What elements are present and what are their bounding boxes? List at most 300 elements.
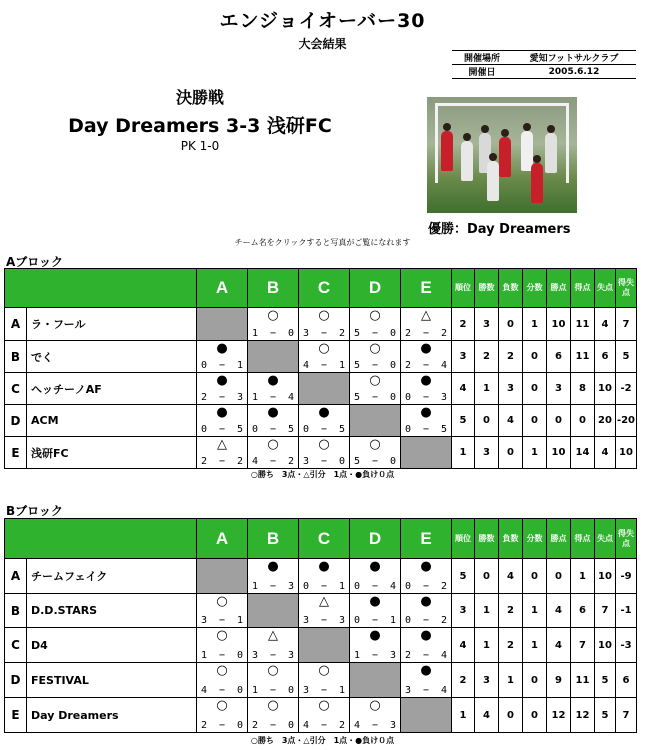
match-score bbox=[405, 328, 447, 339]
score-dash: − bbox=[218, 650, 226, 661]
stat-value: 4 bbox=[547, 594, 571, 628]
score-dash: − bbox=[422, 650, 430, 661]
stat-value: 7 bbox=[571, 628, 595, 663]
stat-value: 0 bbox=[475, 405, 499, 437]
opponent-header-a: A bbox=[197, 269, 248, 308]
result-symbol: ○ bbox=[369, 373, 381, 388]
goals-against: 0 bbox=[287, 685, 294, 696]
score-dash: − bbox=[320, 615, 328, 626]
match-score bbox=[252, 581, 294, 592]
stat-value: 1 bbox=[475, 373, 499, 405]
stat-value: 11 bbox=[571, 341, 595, 373]
stat-value: 6 bbox=[547, 341, 571, 373]
date-value: 2005.6.12 bbox=[548, 66, 600, 77]
result-symbol: ○ bbox=[216, 628, 228, 643]
block-b-title: Bブロック bbox=[6, 504, 63, 518]
match-score bbox=[252, 424, 294, 435]
goals-against: 2 bbox=[287, 456, 294, 467]
stat-value: 12 bbox=[571, 698, 595, 733]
event-info bbox=[452, 50, 636, 79]
team-name-link[interactable]: FESTIVAL bbox=[27, 663, 197, 698]
stat-value: 5 bbox=[595, 663, 616, 698]
goals-against: 1 bbox=[236, 615, 243, 626]
match-score bbox=[303, 685, 345, 696]
goals-against: 0 bbox=[338, 456, 345, 467]
goals-for: 2 bbox=[405, 360, 412, 371]
stat-value: 1 bbox=[452, 437, 475, 469]
match-result-cell bbox=[299, 437, 350, 469]
goals-for: 3 bbox=[303, 456, 310, 467]
goals-for: 0 bbox=[405, 392, 412, 403]
score-dash: − bbox=[218, 720, 226, 731]
match-result-cell bbox=[248, 663, 299, 698]
goals-for: 0 bbox=[405, 581, 412, 592]
team-name-link[interactable]: でく bbox=[27, 341, 197, 373]
team-letter: B bbox=[5, 594, 27, 628]
match-score bbox=[303, 424, 345, 435]
result-symbol: ● bbox=[420, 341, 432, 356]
match-result-cell bbox=[248, 559, 299, 594]
goals-for: 3 bbox=[303, 328, 310, 339]
click-note: チーム名をクリックすると写真がご覧になれます bbox=[234, 238, 411, 247]
self-match-cell bbox=[350, 405, 401, 437]
stat-value: 3 bbox=[452, 594, 475, 628]
match-score bbox=[405, 685, 447, 696]
match-score bbox=[201, 615, 243, 626]
goals-against: 5 bbox=[440, 424, 447, 435]
venue-label: 開催場所 bbox=[463, 54, 500, 64]
goals-for: 4 bbox=[252, 456, 259, 467]
stat-value: 4 bbox=[595, 308, 616, 341]
goals-against: 5 bbox=[338, 424, 345, 435]
block-b-legend: ○勝ち 3点・△引分 1点・●負け０点 bbox=[250, 736, 395, 745]
stat-value: -20 bbox=[616, 405, 637, 437]
result-symbol: ● bbox=[267, 559, 279, 574]
result-symbol: ○ bbox=[267, 663, 279, 678]
goals-against: 5 bbox=[287, 424, 294, 435]
self-match-cell bbox=[350, 663, 401, 698]
score-dash: − bbox=[320, 424, 328, 435]
stat-value: 0 bbox=[571, 405, 595, 437]
team-letter: C bbox=[5, 373, 27, 405]
goals-for: 1 bbox=[201, 650, 208, 661]
page-subtitle: 大会結果 bbox=[298, 37, 347, 51]
score-dash: − bbox=[269, 650, 277, 661]
match-result-cell bbox=[299, 341, 350, 373]
result-symbol: ● bbox=[216, 373, 228, 388]
goals-against: 3 bbox=[389, 720, 396, 731]
stat-value: 0 bbox=[475, 559, 499, 594]
score-dash: − bbox=[422, 328, 430, 339]
stat-value: 10 bbox=[616, 437, 637, 469]
self-match-cell bbox=[197, 308, 248, 341]
stat-value: 1 bbox=[523, 594, 547, 628]
stat-value: 0 bbox=[547, 405, 571, 437]
stat-value: 2 bbox=[499, 341, 523, 373]
match-result-cell bbox=[350, 341, 401, 373]
stat-value: 0 bbox=[523, 663, 547, 698]
block-a-title: Aブロック bbox=[6, 255, 64, 269]
goals-for: 2 bbox=[201, 720, 208, 731]
goals-for: 0 bbox=[201, 360, 208, 371]
match-result-cell bbox=[197, 405, 248, 437]
match-result-cell bbox=[299, 663, 350, 698]
goals-against: 0 bbox=[389, 456, 396, 467]
goals-against: 0 bbox=[287, 720, 294, 731]
goals-against: 3 bbox=[236, 392, 243, 403]
match-result-cell bbox=[197, 628, 248, 663]
match-score bbox=[201, 685, 243, 696]
result-symbol: △ bbox=[268, 628, 278, 643]
match-result-cell bbox=[197, 698, 248, 733]
goals-against: 4 bbox=[440, 360, 447, 371]
match-result-cell bbox=[350, 594, 401, 628]
match-score bbox=[252, 685, 294, 696]
stat-header: 順位 bbox=[452, 519, 475, 559]
team-letter: E bbox=[5, 698, 27, 733]
team-name-link[interactable]: D.D.STARS bbox=[27, 594, 197, 628]
stat-value: 7 bbox=[616, 308, 637, 341]
stat-header: 勝点 bbox=[547, 269, 571, 308]
goals-for: 2 bbox=[405, 650, 412, 661]
result-symbol: ○ bbox=[216, 663, 228, 678]
goals-against: 4 bbox=[440, 685, 447, 696]
stat-value: 11 bbox=[571, 308, 595, 341]
stat-value: 0 bbox=[523, 405, 547, 437]
match-score bbox=[405, 424, 447, 435]
goals-for: 5 bbox=[354, 360, 361, 371]
stat-value: 10 bbox=[595, 373, 616, 405]
goals-for: 0 bbox=[354, 581, 361, 592]
score-dash: − bbox=[371, 328, 379, 339]
stat-value: 4 bbox=[547, 628, 571, 663]
stat-value: 2 bbox=[475, 341, 499, 373]
goals-against: 0 bbox=[236, 650, 243, 661]
match-score bbox=[303, 720, 345, 731]
team-name-link[interactable]: Day Dreamers bbox=[27, 698, 197, 733]
score-dash: − bbox=[269, 720, 277, 731]
stat-value: 5 bbox=[452, 559, 475, 594]
result-symbol: ○ bbox=[216, 594, 228, 609]
match-result-cell bbox=[299, 594, 350, 628]
stat-header: 失点 bbox=[595, 269, 616, 308]
goals-against: 0 bbox=[236, 685, 243, 696]
match-result-cell bbox=[197, 663, 248, 698]
result-symbol: ● bbox=[267, 405, 279, 420]
score-dash: − bbox=[422, 615, 430, 626]
goals-against: 2 bbox=[440, 615, 447, 626]
match-score bbox=[303, 360, 345, 371]
match-result-cell bbox=[401, 663, 452, 698]
stat-header: 負数 bbox=[499, 269, 523, 308]
result-symbol: ○ bbox=[369, 341, 381, 356]
stat-value: 2 bbox=[499, 628, 523, 663]
result-symbol: ○ bbox=[318, 341, 330, 356]
team-name-link[interactable]: 浅研FC bbox=[27, 437, 197, 469]
stat-header: 勝数 bbox=[475, 269, 499, 308]
self-match-cell bbox=[248, 341, 299, 373]
opponent-header-c: C bbox=[299, 269, 350, 308]
team-letter: E bbox=[5, 437, 27, 469]
goals-for: 2 bbox=[201, 392, 208, 403]
result-symbol: ● bbox=[369, 594, 381, 609]
stat-value: 14 bbox=[571, 437, 595, 469]
stat-value: 3 bbox=[475, 437, 499, 469]
result-symbol: △ bbox=[319, 594, 329, 609]
goals-against: 1 bbox=[338, 360, 345, 371]
stat-header: 分数 bbox=[523, 269, 547, 308]
goals-for: 1 bbox=[252, 685, 259, 696]
match-result-cell bbox=[197, 341, 248, 373]
stat-value: 12 bbox=[547, 698, 571, 733]
match-score bbox=[303, 581, 345, 592]
goals-for: 5 bbox=[354, 328, 361, 339]
score-dash: − bbox=[422, 581, 430, 592]
goals-against: 1 bbox=[338, 581, 345, 592]
match-score bbox=[303, 328, 345, 339]
goals-against: 0 bbox=[389, 328, 396, 339]
team-row bbox=[5, 308, 637, 341]
score-dash: − bbox=[320, 328, 328, 339]
stat-value: 4 bbox=[452, 628, 475, 663]
stat-value: 8 bbox=[571, 373, 595, 405]
match-score bbox=[252, 328, 294, 339]
stat-value: 6 bbox=[595, 341, 616, 373]
final-label: 決勝戦 bbox=[175, 88, 224, 107]
stat-header: 得失点 bbox=[616, 519, 637, 559]
match-result-cell bbox=[401, 405, 452, 437]
team-name-link[interactable]: チームフェイク bbox=[27, 559, 197, 594]
match-result-cell bbox=[248, 308, 299, 341]
stat-value: 0 bbox=[499, 437, 523, 469]
stat-value: 1 bbox=[571, 559, 595, 594]
result-symbol: ○ bbox=[369, 698, 381, 713]
score-dash: − bbox=[371, 581, 379, 592]
goals-against: 3 bbox=[287, 581, 294, 592]
stat-value: 10 bbox=[547, 437, 571, 469]
team-letter: A bbox=[5, 559, 27, 594]
score-dash: − bbox=[218, 424, 226, 435]
match-score bbox=[354, 650, 396, 661]
goals-for: 2 bbox=[405, 328, 412, 339]
goals-for: 4 bbox=[354, 720, 361, 731]
score-dash: − bbox=[320, 360, 328, 371]
page-title: エンジョイオーバー30 bbox=[219, 10, 426, 32]
score-dash: − bbox=[269, 456, 277, 467]
team-row bbox=[5, 559, 637, 594]
match-score bbox=[252, 650, 294, 661]
stat-value: 3 bbox=[547, 373, 571, 405]
result-symbol: ○ bbox=[267, 698, 279, 713]
match-score bbox=[354, 615, 396, 626]
goals-for: 3 bbox=[303, 685, 310, 696]
goals-against: 0 bbox=[389, 392, 396, 403]
match-score bbox=[201, 720, 243, 731]
score-dash: − bbox=[371, 650, 379, 661]
match-score bbox=[201, 392, 243, 403]
goals-for: 4 bbox=[201, 685, 208, 696]
match-result-cell bbox=[350, 437, 401, 469]
goals-against: 0 bbox=[236, 720, 243, 731]
team-letter: B bbox=[5, 341, 27, 373]
stat-header: 順位 bbox=[452, 269, 475, 308]
stat-value: 1 bbox=[523, 628, 547, 663]
match-result-cell bbox=[401, 594, 452, 628]
opponent-header-d: D bbox=[350, 519, 401, 559]
goals-for: 0 bbox=[252, 424, 259, 435]
match-score bbox=[303, 615, 345, 626]
stat-value: 4 bbox=[475, 698, 499, 733]
score-dash: − bbox=[269, 685, 277, 696]
match-result-cell bbox=[401, 628, 452, 663]
result-symbol: ● bbox=[318, 559, 330, 574]
stat-value: 4 bbox=[595, 437, 616, 469]
opponent-header-e: E bbox=[401, 269, 452, 308]
goals-for: 3 bbox=[405, 685, 412, 696]
team-row bbox=[5, 628, 637, 663]
goals-against: 1 bbox=[389, 615, 396, 626]
goals-against: 2 bbox=[440, 328, 447, 339]
stat-value: -3 bbox=[616, 628, 637, 663]
score-dash: − bbox=[371, 392, 379, 403]
result-symbol: ○ bbox=[318, 663, 330, 678]
score-dash: − bbox=[320, 456, 328, 467]
result-symbol: ● bbox=[420, 559, 432, 574]
goals-against: 0 bbox=[389, 360, 396, 371]
match-score bbox=[354, 720, 396, 731]
result-symbol: ● bbox=[420, 663, 432, 678]
match-result-cell bbox=[350, 308, 401, 341]
team-name-link[interactable]: D4 bbox=[27, 628, 197, 663]
result-symbol: ● bbox=[369, 628, 381, 643]
stat-value: 1 bbox=[499, 663, 523, 698]
stat-value: 0 bbox=[547, 559, 571, 594]
score-dash: − bbox=[269, 581, 277, 592]
stat-value: 2 bbox=[499, 594, 523, 628]
block-a-table bbox=[4, 268, 637, 469]
goals-for: 3 bbox=[252, 650, 259, 661]
stat-value: 7 bbox=[595, 594, 616, 628]
team-name-link[interactable]: ラ・フール bbox=[27, 308, 197, 341]
match-result-cell bbox=[299, 405, 350, 437]
goals-against: 4 bbox=[287, 392, 294, 403]
opponent-header-e: E bbox=[401, 519, 452, 559]
match-result-cell bbox=[248, 628, 299, 663]
stat-value: 7 bbox=[616, 698, 637, 733]
match-result-cell bbox=[350, 628, 401, 663]
match-score bbox=[405, 581, 447, 592]
stat-value: 5 bbox=[616, 341, 637, 373]
goals-for: 0 bbox=[303, 581, 310, 592]
goals-for: 0 bbox=[303, 424, 310, 435]
match-result-cell bbox=[299, 308, 350, 341]
goals-against: 4 bbox=[440, 650, 447, 661]
score-dash: − bbox=[422, 392, 430, 403]
stat-value: 0 bbox=[499, 698, 523, 733]
goals-for: 2 bbox=[201, 456, 208, 467]
result-symbol: ● bbox=[369, 559, 381, 574]
match-result-cell bbox=[350, 373, 401, 405]
score-dash: − bbox=[422, 360, 430, 371]
result-symbol: ○ bbox=[369, 308, 381, 323]
team-letter: D bbox=[5, 405, 27, 437]
result-symbol: ○ bbox=[267, 437, 279, 452]
goals-against: 3 bbox=[440, 392, 447, 403]
score-dash: − bbox=[371, 360, 379, 371]
stat-header: 得点 bbox=[571, 519, 595, 559]
team-name-link[interactable]: ヘッチーノAF bbox=[27, 373, 197, 405]
header-blank bbox=[5, 519, 197, 559]
match-score bbox=[303, 456, 345, 467]
winner-caption: 優勝：Day Dreamers bbox=[428, 222, 571, 237]
match-score bbox=[252, 456, 294, 467]
stat-value: 5 bbox=[452, 405, 475, 437]
stat-value: 4 bbox=[499, 559, 523, 594]
stat-header: 失点 bbox=[595, 519, 616, 559]
match-result-cell bbox=[401, 308, 452, 341]
date-label: 開催日 bbox=[468, 68, 496, 78]
stat-value: 2 bbox=[452, 308, 475, 341]
goals-against: 3 bbox=[338, 615, 345, 626]
match-result-cell bbox=[401, 373, 452, 405]
stat-header: 分数 bbox=[523, 519, 547, 559]
self-match-cell bbox=[197, 559, 248, 594]
stat-value: 4 bbox=[499, 405, 523, 437]
score-dash: − bbox=[371, 615, 379, 626]
stat-value: 6 bbox=[571, 594, 595, 628]
team-row bbox=[5, 373, 637, 405]
result-symbol: ● bbox=[216, 341, 228, 356]
stat-value: 1 bbox=[523, 308, 547, 341]
score-dash: − bbox=[422, 685, 430, 696]
result-symbol: ● bbox=[318, 405, 330, 420]
goals-for: 0 bbox=[405, 424, 412, 435]
match-result-cell bbox=[197, 437, 248, 469]
goals-for: 2 bbox=[252, 720, 259, 731]
match-result-cell bbox=[197, 594, 248, 628]
goals-against: 2 bbox=[236, 456, 243, 467]
result-symbol: ○ bbox=[369, 437, 381, 452]
header-blank bbox=[5, 269, 197, 308]
goals-against: 2 bbox=[338, 720, 345, 731]
match-score bbox=[201, 456, 243, 467]
match-result-cell bbox=[350, 698, 401, 733]
stat-header: 得点 bbox=[571, 269, 595, 308]
goals-for: 0 bbox=[354, 615, 361, 626]
goals-against: 2 bbox=[338, 328, 345, 339]
final-pk-result: PK 1-0 bbox=[180, 139, 220, 153]
score-dash: − bbox=[218, 360, 226, 371]
team-letter: A bbox=[5, 308, 27, 341]
self-match-cell bbox=[401, 698, 452, 733]
result-symbol: ● bbox=[420, 628, 432, 643]
goals-against: 0 bbox=[287, 328, 294, 339]
result-symbol: ○ bbox=[318, 308, 330, 323]
goals-against: 3 bbox=[287, 650, 294, 661]
score-dash: − bbox=[218, 685, 226, 696]
opponent-header-d: D bbox=[350, 269, 401, 308]
match-score bbox=[354, 581, 396, 592]
result-symbol: ● bbox=[267, 373, 279, 388]
opponent-header-c: C bbox=[299, 519, 350, 559]
match-result-cell bbox=[248, 405, 299, 437]
opponent-header-a: A bbox=[197, 519, 248, 559]
match-score bbox=[201, 360, 243, 371]
stat-value: 9 bbox=[547, 663, 571, 698]
venue-value: 愛知フットサルクラブ bbox=[529, 54, 619, 64]
match-result-cell bbox=[299, 698, 350, 733]
team-name-link[interactable]: ACM bbox=[27, 405, 197, 437]
